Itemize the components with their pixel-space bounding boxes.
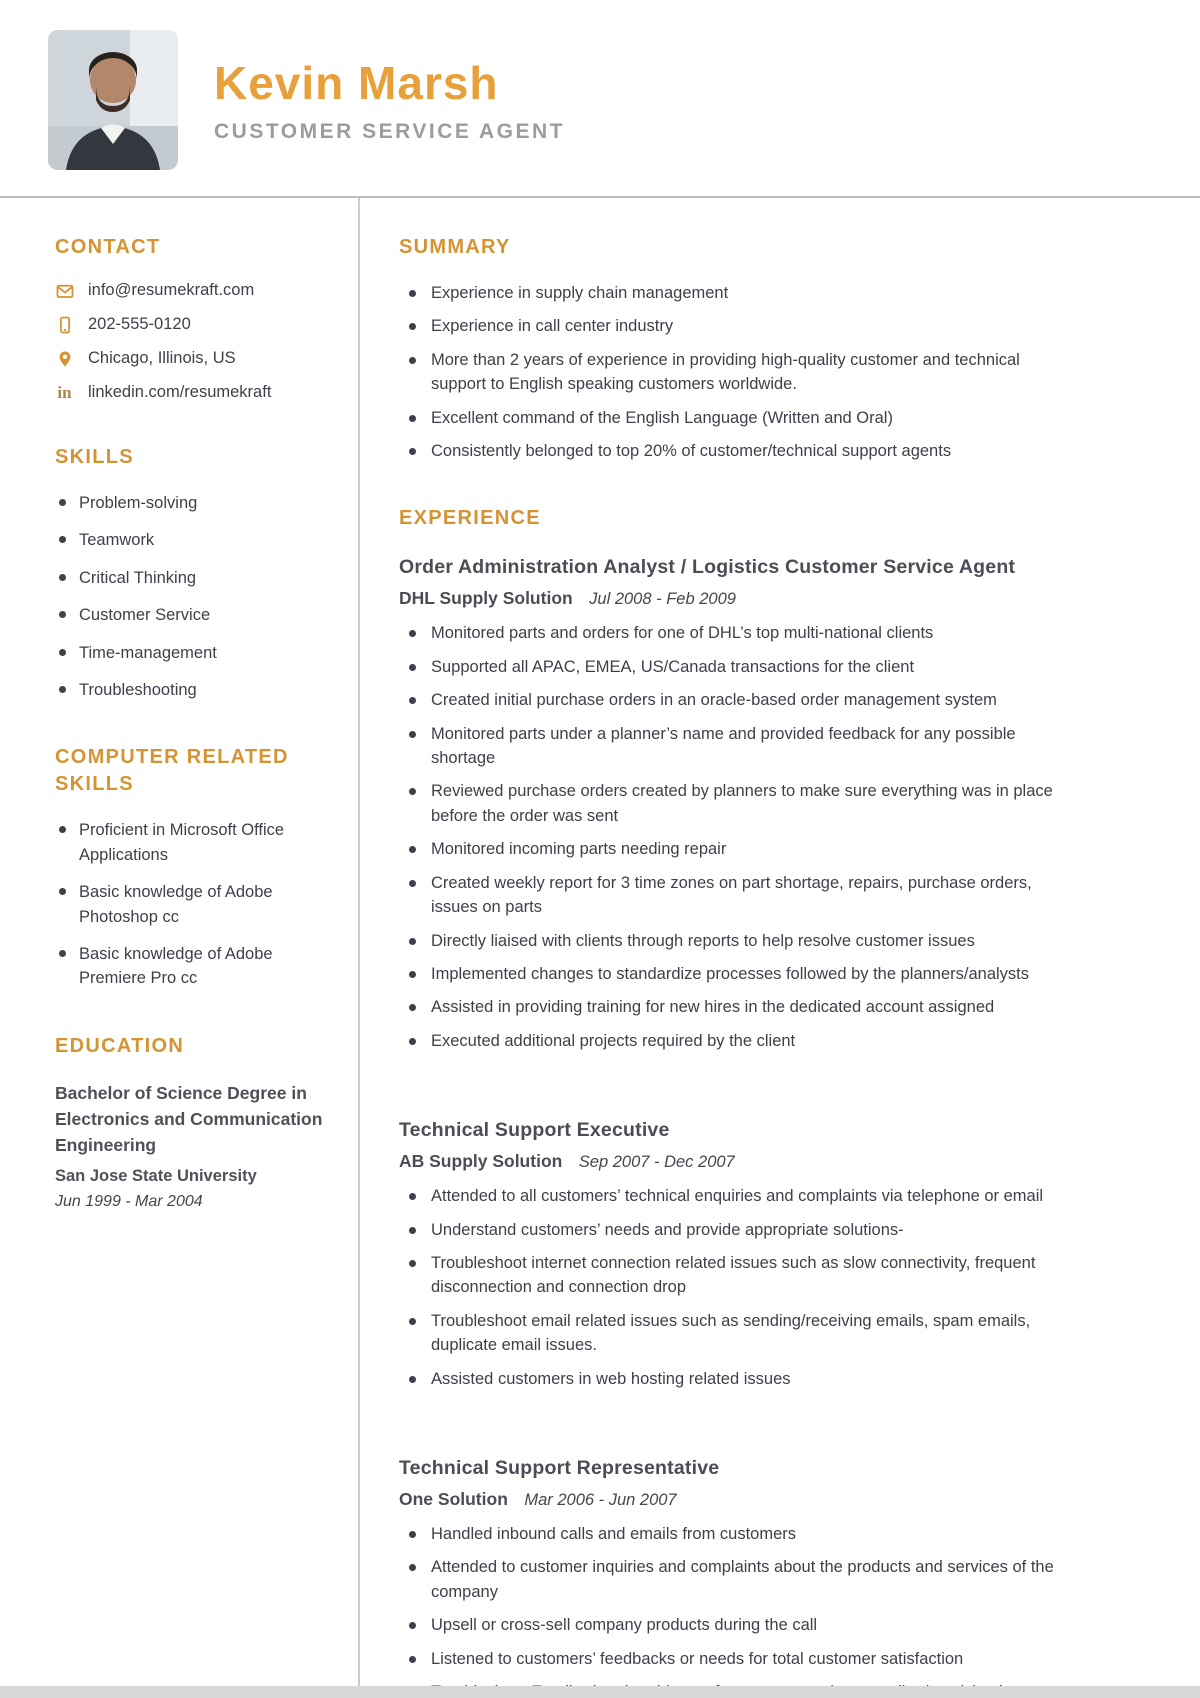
education-degree: Bachelor of Science Degree in Electronics and Communication Engineering: [55, 1082, 323, 1156]
email-icon: [55, 281, 74, 300]
job-bullet: Upsell or cross-sell company products during the call: [399, 1613, 1055, 1637]
sidebar: [0, 198, 358, 1698]
summary-list: [399, 281, 1055, 463]
job-bullet: Assisted customers in web hosting related issues: [399, 1367, 1055, 1391]
contact-item-email: [55, 281, 328, 300]
summary-item: More than 2 years of experience in providing high-quality customer and technical support to English speaking customers worldwide.: [399, 348, 1055, 397]
job-bullet: Attended to all customers’ technical enquiries and complaints via telephone or email: [399, 1184, 1055, 1208]
skill-item: Troubleshooting: [55, 678, 328, 702]
job-bullet-list: [399, 1522, 1055, 1698]
job-bullet-list: [399, 1184, 1055, 1391]
contact-item-phone: [55, 315, 328, 334]
job-entry-1: [399, 556, 1055, 1053]
contact-linkedin-value: linkedin.com/resumekraft: [88, 383, 272, 401]
skills-list: [55, 491, 328, 702]
skill-item: Critical Thinking: [55, 566, 328, 590]
job-meta: [399, 1489, 1055, 1510]
skill-item: Time-management: [55, 641, 328, 665]
contact-phone-value: 202-555-0120: [88, 315, 191, 333]
job-dates: Sep 2007 - Dec 2007: [578, 1153, 735, 1172]
job-meta: [399, 588, 1055, 609]
computer-skills-heading: COMPUTER RELATED SKILLS: [55, 746, 289, 796]
job-bullet: Assisted in providing training for new hires in the dedicated account assigned: [399, 995, 1055, 1019]
header: [0, 0, 1200, 198]
summary-item: Consistently belonged to top 20% of customer/technical support agents: [399, 439, 1055, 463]
job-bullet: Implemented changes to standardize processes followed by the planners/analysts: [399, 962, 1055, 986]
job-bullet: Created weekly report for 3 time zones on part shortage, repairs, purchase orders, issues on parts: [399, 871, 1055, 920]
job-bullet: Handled inbound calls and emails from customers: [399, 1522, 1055, 1546]
job-company: One Solution: [399, 1488, 508, 1509]
contact-item-location: [55, 349, 328, 368]
education-section: [55, 1033, 328, 1211]
profile-photo-illustration: [48, 30, 178, 170]
skills-heading: SKILLS: [55, 446, 134, 468]
education-heading: EDUCATION: [55, 1034, 185, 1057]
contact-location-value: Chicago, Illinois, US: [88, 349, 236, 367]
job-bullet: Troubleshoot email related issues such as sending/receiving emails, spam emails, duplicate email issues.: [399, 1309, 1055, 1358]
computer-skill-item: Proficient in Microsoft Office Applications: [55, 818, 328, 867]
job-bullet: Listened to customers’ feedbacks or needs for total customer satisfaction: [399, 1647, 1055, 1671]
summary-heading: SUMMARY: [399, 236, 511, 258]
computer-skills-list: [55, 818, 328, 990]
summary-item: Excellent command of the English Language (Written and Oral): [399, 406, 1055, 430]
job-title: Technical Support Executive: [399, 1119, 670, 1142]
experience-heading: EXPERIENCE: [399, 507, 541, 530]
job-bullet: Reviewed purchase orders created by planners to make sure everything was in place before the order was sent: [399, 779, 1055, 828]
computer-skills-section: [55, 744, 328, 990]
job-dates: Jul 2008 - Feb 2009: [589, 590, 736, 609]
experience-section: [399, 505, 1055, 1698]
job-title: Technical Support Representative: [399, 1456, 720, 1479]
profile-photo: [48, 30, 178, 170]
job-bullet: Monitored parts and orders for one of DHL’s top multi-national clients: [399, 621, 1055, 645]
main-column: [358, 198, 1200, 1698]
page-footer-bar: [0, 1686, 1200, 1698]
body-columns: [0, 198, 1200, 1698]
linkedin-icon: in: [57, 382, 72, 402]
contact-section: [55, 234, 328, 402]
skill-item: Customer Service: [55, 603, 328, 627]
contact-item-linkedin: [55, 383, 328, 402]
job-bullet: Directly liaised with clients through reports to help resolve customer issues: [399, 929, 1055, 953]
phone-icon: [55, 315, 74, 334]
skills-section: [55, 444, 328, 702]
header-text: [214, 56, 565, 144]
job-meta: [399, 1151, 1055, 1172]
job-dates: Mar 2006 - Jun 2007: [524, 1490, 677, 1509]
skill-item: Problem-solving: [55, 491, 328, 515]
job-bullet: Monitored parts under a planner’s name and provided feedback for any possible shortage: [399, 722, 1055, 771]
computer-skill-item: Basic knowledge of Adobe Premiere Pro cc: [55, 942, 328, 991]
contact-list: [55, 281, 328, 402]
skill-item: Teamwork: [55, 528, 328, 552]
location-icon: [55, 349, 74, 368]
job-entry-3: [399, 1457, 1055, 1698]
education-dates: Jun 1999 - Mar 2004: [55, 1192, 203, 1210]
job-bullet: Monitored incoming parts needing repair: [399, 837, 1055, 861]
job-company: AB Supply Solution: [399, 1151, 563, 1172]
job-bullet: Created initial purchase orders in an oracle-based order management system: [399, 688, 1055, 712]
job-bullet: Understand customers’ needs and provide appropriate solutions-: [399, 1218, 1055, 1242]
summary-section: [399, 234, 1055, 463]
job-entry-2: [399, 1119, 1055, 1391]
summary-item: Experience in supply chain management: [399, 281, 1055, 305]
contact-email-value: info@resumekraft.com: [88, 281, 255, 299]
person-name: Kevin Marsh: [214, 57, 499, 109]
contact-heading: CONTACT: [55, 236, 161, 258]
person-job-title: CUSTOMER SERVICE AGENT: [214, 120, 565, 143]
job-title: Order Administration Analyst / Logistics Customer Service Agent: [399, 556, 1016, 579]
job-bullet: Supported all APAC, EMEA, US/Canada transactions for the client: [399, 655, 1055, 679]
job-bullet: Troubleshoot internet connection related issues such as slow connectivity, frequent disconnection and connection drop: [399, 1251, 1055, 1300]
education-school: San Jose State University: [55, 1166, 257, 1185]
job-bullet-list: [399, 621, 1055, 1053]
job-company: DHL Supply Solution: [399, 588, 573, 609]
job-bullet: Attended to customer inquiries and complaints about the products and services of the company: [399, 1555, 1055, 1604]
job-bullet: Executed additional projects required by the client: [399, 1029, 1055, 1053]
summary-item: Experience in call center industry: [399, 314, 1055, 338]
computer-skill-item: Basic knowledge of Adobe Photoshop cc: [55, 880, 328, 929]
